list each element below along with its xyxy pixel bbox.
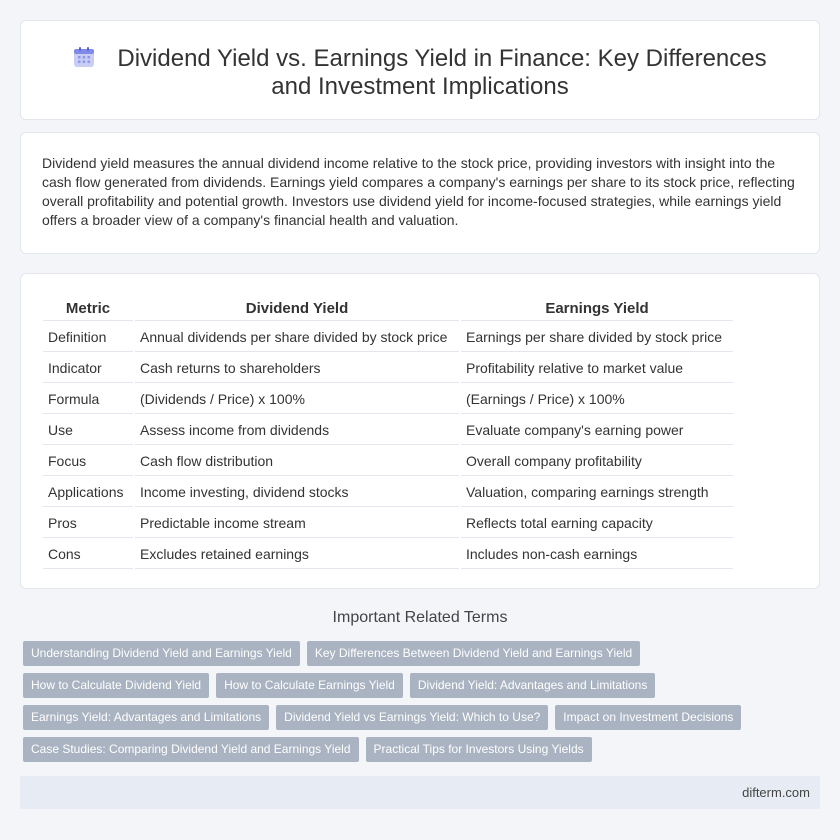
- intro-paragraph: Dividend yield measures the annual dividend income relative to the stock price, providing investors with insight into the cash flow generated from dividends. Earnings yield compares a company's earnings per share to its stock price, reflecting overall profitability and potential growth. Investors use dividend yield for income-focused strategies, while earnings yield offers a broader view of a company's financial health and valuation.: [42, 155, 795, 228]
- table-cell: Earnings per share divided by stock price: [461, 323, 733, 352]
- table-cell: Focus: [43, 447, 133, 476]
- table-cell: (Dividends / Price) x 100%: [135, 385, 459, 414]
- intro-card: [20, 132, 820, 254]
- table-row: [43, 416, 733, 445]
- tag-row: [23, 705, 823, 737]
- table-row: [43, 478, 733, 507]
- column-header-dividend-yield: Dividend Yield: [135, 296, 459, 321]
- column-header-metric: Metric: [43, 296, 133, 321]
- table-cell: Income investing, dividend stocks: [135, 478, 459, 507]
- table-row: [43, 385, 733, 414]
- table-cell: Cash flow distribution: [135, 447, 459, 476]
- comparison-table-card: [20, 273, 820, 589]
- table-header-row: [43, 296, 733, 321]
- related-term-link[interactable]: Earnings Yield: Advantages and Limitations: [23, 705, 269, 730]
- table-cell: Pros: [43, 509, 133, 538]
- table-row: [43, 540, 733, 569]
- related-term-link[interactable]: How to Calculate Earnings Yield: [216, 673, 403, 698]
- table-cell: (Earnings / Price) x 100%: [461, 385, 733, 414]
- footer-bar: [20, 776, 820, 809]
- related-terms-tags: [23, 641, 823, 769]
- table-row: [43, 509, 733, 538]
- comparison-table: [41, 294, 735, 571]
- table-row: [43, 323, 733, 352]
- header-card: [20, 20, 820, 120]
- table-cell: Applications: [43, 478, 133, 507]
- tag-row: [23, 641, 823, 673]
- page-title: [51, 45, 789, 101]
- tag-row: [23, 673, 823, 705]
- column-header-earnings-yield: Earnings Yield: [461, 296, 733, 321]
- related-term-link[interactable]: Practical Tips for Investors Using Yields: [366, 737, 592, 762]
- table-cell: Reflects total earning capacity: [461, 509, 733, 538]
- related-term-link[interactable]: Key Differences Between Dividend Yield and Earnings Yield: [307, 641, 640, 666]
- table-cell: Use: [43, 416, 133, 445]
- related-term-link[interactable]: Case Studies: Comparing Dividend Yield and Earnings Yield: [23, 737, 359, 762]
- site-link[interactable]: difterm.com: [742, 785, 810, 800]
- related-term-link[interactable]: How to Calculate Dividend Yield: [23, 673, 209, 698]
- table-cell: Valuation, comparing earnings strength: [461, 478, 733, 507]
- table-cell: Definition: [43, 323, 133, 352]
- table-cell: Predictable income stream: [135, 509, 459, 538]
- related-term-link[interactable]: Impact on Investment Decisions: [555, 705, 741, 730]
- calendar-icon: [73, 46, 95, 68]
- table-cell: Assess income from dividends: [135, 416, 459, 445]
- table-cell: Indicator: [43, 354, 133, 383]
- table-row: [43, 354, 733, 383]
- table-cell: Evaluate company's earning power: [461, 416, 733, 445]
- tag-row: [23, 737, 823, 769]
- related-term-link[interactable]: Dividend Yield vs Earnings Yield: Which to Use?: [276, 705, 548, 730]
- related-term-link[interactable]: Understanding Dividend Yield and Earnings Yield: [23, 641, 300, 666]
- table-cell: Profitability relative to market value: [461, 354, 733, 383]
- related-terms-heading: Important Related Terms: [332, 609, 508, 626]
- table-row: [43, 447, 733, 476]
- table-cell: Formula: [43, 385, 133, 414]
- related-term-link[interactable]: Dividend Yield: Advantages and Limitations: [410, 673, 655, 698]
- table-cell: Annual dividends per share divided by stock price: [135, 323, 459, 352]
- table-cell: Overall company profitability: [461, 447, 733, 476]
- table-cell: Includes non-cash earnings: [461, 540, 733, 569]
- page-title-text: Dividend Yield vs. Earnings Yield in Finance: Key Differences and Investment Implications: [117, 45, 767, 100]
- table-cell: Cash returns to shareholders: [135, 354, 459, 383]
- table-cell: Excludes retained earnings: [135, 540, 459, 569]
- table-cell: Cons: [43, 540, 133, 569]
